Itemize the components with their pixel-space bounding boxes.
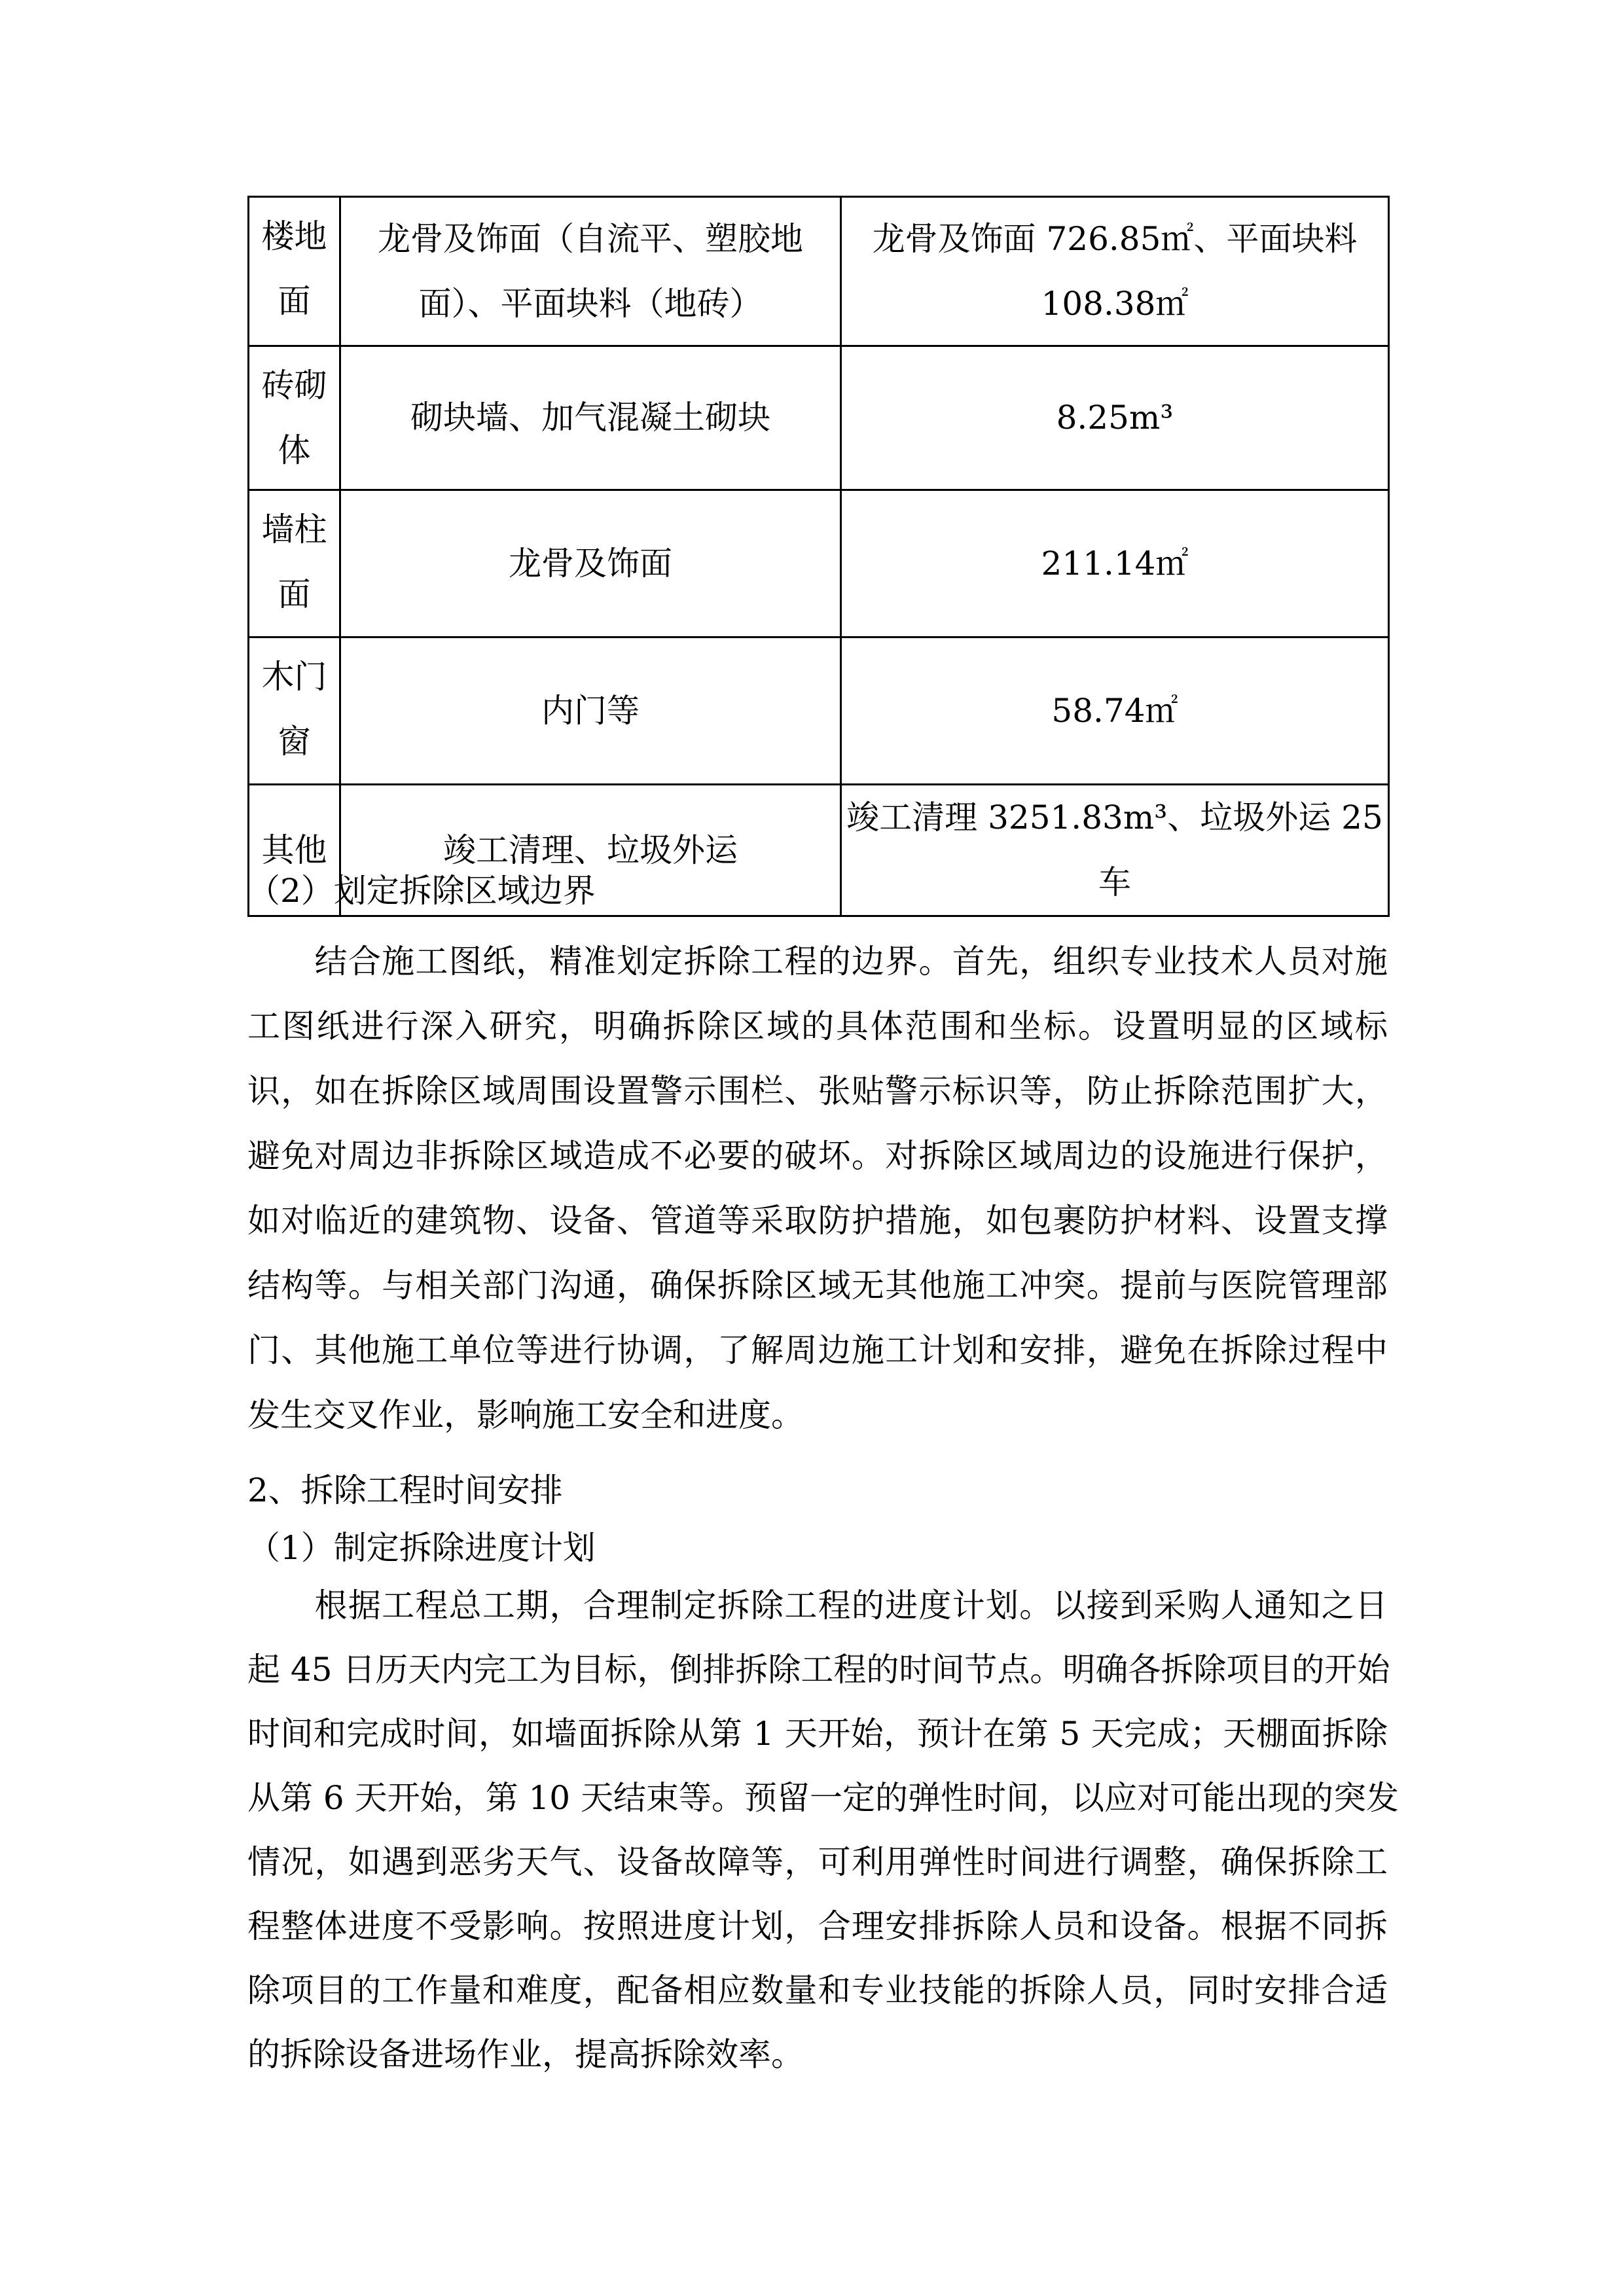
paragraph-line: 结合施工图纸，精准划定拆除工程的边界。首先，组织专业技术人员对施: [247, 942, 1388, 980]
content-cell: 龙骨及饰面: [340, 490, 841, 637]
category-cell: 楼地面: [249, 197, 340, 346]
table-row: [249, 490, 1389, 637]
section-heading: （2）划定拆除区域边界: [247, 872, 596, 910]
paragraph-line: 避免对周边非拆除区域造成不必要的破坏。对拆除区域周边的设施进行保护，: [247, 1137, 1388, 1175]
quantity-cell: [841, 490, 1389, 637]
category-cell: 其他: [249, 785, 340, 916]
paragraph-line: 程整体进度不受影响。按照进度计划，合理安排拆除人员和设备。根据不同拆: [247, 1907, 1388, 1945]
paragraph-line: 情况，如遇到恶劣天气、设备故障等，可利用弹性时间进行调整，确保拆除工: [247, 1843, 1388, 1881]
paragraph-line: 门、其他施工单位等进行协调，了解周边施工计划和安排，避免在拆除过程中: [247, 1331, 1388, 1369]
content-cell: 竣工清理、垃圾外运: [340, 785, 841, 916]
quantity-cell: [841, 637, 1389, 785]
section-title: 2、拆除工程时间安排: [247, 1471, 563, 1509]
table-row: [249, 346, 1389, 490]
table-row: [249, 637, 1389, 785]
category-cell: 木门窗: [249, 637, 340, 785]
paragraph-line: 发生交叉作业，影响施工安全和进度。: [247, 1396, 804, 1434]
content-cell: 龙骨及饰面（自流平、塑胶地面）、平面块料（地砖）: [340, 197, 841, 346]
paragraph-line: 工图纸进行深入研究，明确拆除区域的具体范围和坐标。设置明显的区域标: [247, 1007, 1388, 1045]
paragraph-line: 识，如在拆除区域周围设置警示围栏、张贴警示标识等，防止拆除范围扩大，: [247, 1072, 1388, 1110]
table-row: [249, 197, 1389, 346]
paragraph-line: 的拆除设备进场作业，提高拆除效率。: [247, 2036, 804, 2073]
quantity-line: 58.74㎡: [1051, 691, 1178, 730]
quantity-line: 211.14㎡: [1041, 544, 1189, 583]
quantity-line: 竣工清理 3251.83m³、垃圾外运 25 车: [846, 798, 1383, 901]
section-heading: （1）制定拆除进度计划: [247, 1529, 596, 1567]
paragraph-line: 除项目的工作量和难度，配备相应数量和专业技能的拆除人员，同时安排合适: [247, 1971, 1388, 2009]
content-cell: 砌块墙、加气混凝土砌块: [340, 346, 841, 490]
paragraph-line: 时间和完成时间，如墙面拆除从第 1 天开始，预计在第 5 天完成；天棚面拆除: [247, 1715, 1388, 1753]
quantity-line: 8.25m³: [1056, 399, 1174, 437]
quantity-cell: [841, 346, 1389, 490]
category-cell: 墙柱面: [249, 490, 340, 637]
quantity-cell: [841, 197, 1389, 346]
paragraph-line: 如对临近的建筑物、设备、管道等采取防护措施，如包裹防护材料、设置支撑: [247, 1202, 1388, 1240]
paragraph-line: 起 45 日历天内完工为目标，倒排拆除工程的时间节点。明确各拆除项目的开始: [247, 1651, 1390, 1689]
content-cell: 内门等: [340, 637, 841, 785]
quantity-line: 龙骨及饰面 726.85㎡、平面块料: [872, 219, 1358, 258]
category-cell: 砖砌体: [249, 346, 340, 490]
quantity-table: [247, 196, 1390, 917]
paragraph-line: 根据工程总工期，合理制定拆除工程的进度计划。以接到采购人通知之日: [247, 1587, 1388, 1624]
paragraph-line: 从第 6 天开始，第 10 天结束等。预留一定的弹性时间，以应对可能出现的突发: [247, 1779, 1399, 1817]
quantity-line: 108.38㎡: [1041, 284, 1189, 323]
paragraph-line: 结构等。与相关部门沟通，确保拆除区域无其他施工冲突。提前与医院管理部: [247, 1266, 1388, 1304]
